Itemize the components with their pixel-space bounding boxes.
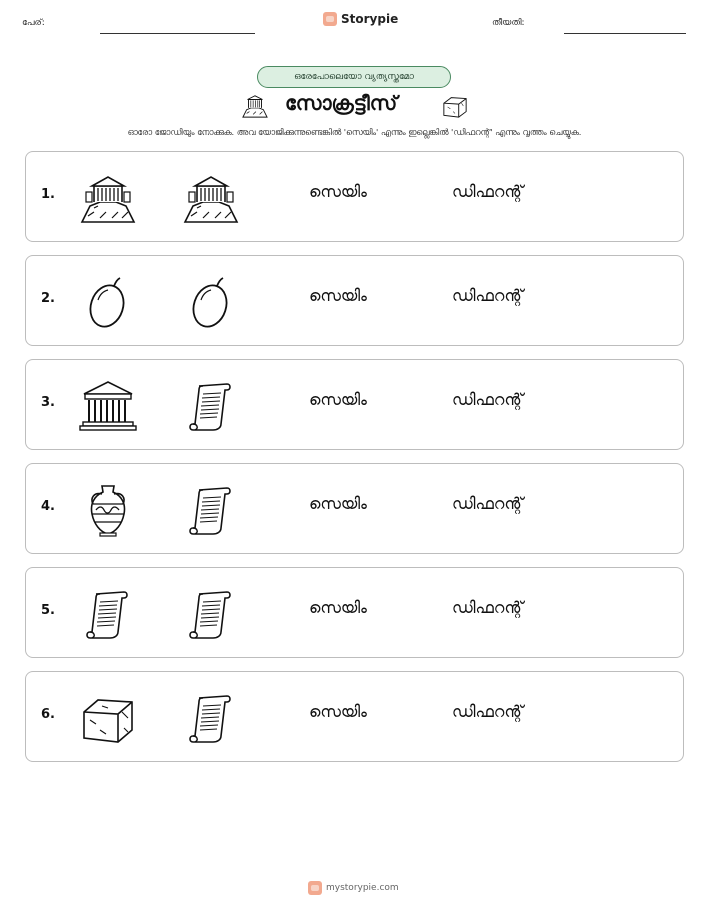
scroll-icon xyxy=(181,482,241,538)
temple-icon xyxy=(78,378,138,434)
different-option[interactable]: ഡിഫറന്റ് xyxy=(452,390,524,409)
amphora-icon xyxy=(78,482,138,538)
olive-icon xyxy=(181,274,241,330)
different-option[interactable]: ഡിഫറന്റ് xyxy=(452,598,524,617)
question-number: 5. xyxy=(41,603,55,618)
scroll-icon xyxy=(78,586,138,642)
same-option[interactable]: സെയിം xyxy=(309,702,367,721)
question-number: 2. xyxy=(41,291,55,306)
same-option[interactable]: സെയിം xyxy=(309,598,367,617)
footer xyxy=(308,881,399,895)
brand-name: Storypie xyxy=(341,12,399,26)
different-option[interactable]: ഡിഫറന്റ് xyxy=(452,702,524,721)
question-number: 1. xyxy=(41,187,55,202)
question-card xyxy=(25,255,684,346)
date-line[interactable] xyxy=(564,33,686,34)
stone-block-icon xyxy=(440,93,470,119)
stone-block-icon xyxy=(78,690,138,746)
same-option[interactable]: സെയിം xyxy=(309,182,367,201)
question-number: 3. xyxy=(41,395,55,410)
badge-label: ഒരേപോലെയോ വ്യത്യസ്തമോ xyxy=(294,72,414,82)
different-option[interactable]: ഡിഫറന്റ് xyxy=(452,182,524,201)
storypie-logo-icon xyxy=(323,12,337,26)
same-option[interactable]: സെയിം xyxy=(309,494,367,513)
question-card xyxy=(25,359,684,450)
question-card xyxy=(25,151,684,242)
date-label: തീയതി: xyxy=(492,18,525,28)
acropolis-icon xyxy=(78,170,138,226)
acropolis-icon xyxy=(240,93,270,119)
worksheet-type-badge xyxy=(257,66,451,88)
different-option[interactable]: ഡിഫറന്റ് xyxy=(452,494,524,513)
footer-url[interactable]: mystorypie.com xyxy=(326,883,399,893)
question-number: 4. xyxy=(41,499,55,514)
instructions-text: ഓരോ ജോഡിയും നോക്കുക. അവ യോജിക്കുന്നുണ്ടെങ്കിൽ 'സെയിം' എന്നും ഇല്ലെങ്കിൽ 'ഡിഫറന്റ്' എന്നും വൃത്തം ചെയ്യുക. xyxy=(127,127,582,137)
different-option[interactable]: ഡിഫറന്റ് xyxy=(452,286,524,305)
question-card xyxy=(25,463,684,554)
question-card xyxy=(25,671,684,762)
page-title: സോക്രട്ടീസ് xyxy=(285,91,398,115)
same-option[interactable]: സെയിം xyxy=(309,286,367,305)
scroll-icon xyxy=(181,378,241,434)
name-label: പേര്: xyxy=(22,18,45,28)
storypie-logo-icon xyxy=(308,881,322,895)
olive-icon xyxy=(78,274,138,330)
same-option[interactable]: സെയിം xyxy=(309,390,367,409)
acropolis-icon xyxy=(181,170,241,226)
question-number: 6. xyxy=(41,707,55,722)
scroll-icon xyxy=(181,586,241,642)
name-line[interactable] xyxy=(100,33,255,34)
scroll-icon xyxy=(181,690,241,746)
brand-logo xyxy=(323,12,398,26)
question-card xyxy=(25,567,684,658)
